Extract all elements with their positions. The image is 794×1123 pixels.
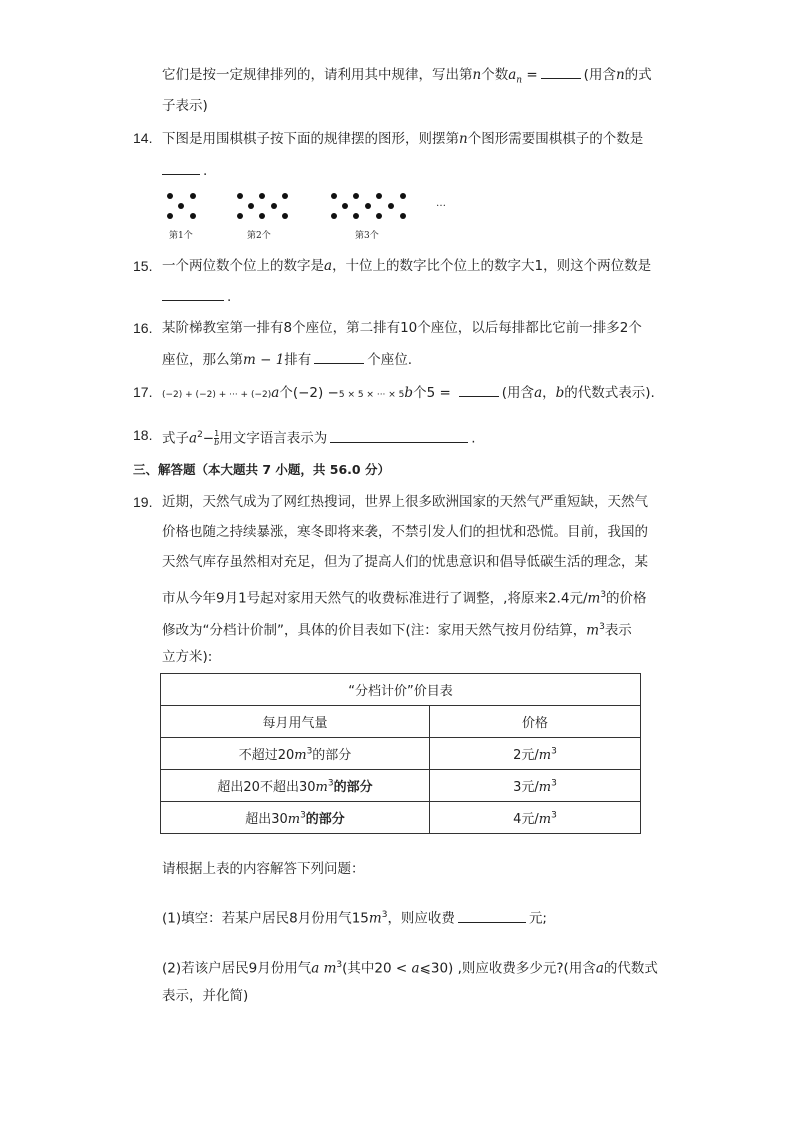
question-number: 14. (133, 130, 153, 146)
table-cell (161, 738, 430, 770)
text: . (227, 289, 232, 305)
text: 元; (528, 910, 547, 927)
text: 2元/ (513, 748, 539, 763)
figure-caption-1: 第1个 (169, 231, 193, 241)
text: 排有 (284, 352, 312, 368)
text: 的部分 (333, 780, 373, 795)
math-var: n (615, 67, 625, 83)
q19-line-6: 立方米): (162, 649, 213, 665)
text: . (203, 163, 208, 179)
price: 2.4元/ (547, 590, 588, 607)
stone-figure-1 (167, 193, 196, 219)
section-heading: 三、解答题（本大题共 7 小题，共 56.0 分） (133, 462, 390, 477)
text: 用文字语言表示为 (219, 430, 328, 447)
q19-line-3: 天然气库存虽然相对充足，但为了提高人们的忧患意识和倡导低碳生活的理念，某 (162, 554, 648, 570)
text: (其中20 < (342, 960, 408, 977)
text: ， (542, 385, 556, 401)
text: 超出30 (245, 812, 288, 827)
math-superscript: 3 (327, 778, 334, 789)
q19-prompt: 请根据上表的内容解答下列问题： (162, 861, 365, 877)
text: (2)若该户居民9月份用气 (162, 960, 312, 977)
answer-blank[interactable] (314, 349, 364, 364)
text: 个 (279, 385, 293, 401)
math-var: m (323, 960, 337, 977)
table-cell (161, 770, 430, 802)
q19-part-2-line-2: 表示，并化简) (162, 988, 249, 1004)
column-header: 价格 (430, 706, 641, 738)
math-var: a (508, 67, 517, 83)
math-superscript: 3 (600, 590, 607, 600)
figure-caption-2: 第2个 (247, 231, 271, 241)
q15-text (162, 256, 651, 276)
text: 超出20不超出30 (217, 780, 316, 795)
math-superscript: 3 (599, 622, 605, 632)
math-var: m (587, 590, 601, 607)
text: 一个两位数个位上的数字是 (162, 258, 324, 274)
math-var: a (534, 385, 543, 401)
math-var: m (538, 748, 552, 763)
text: 3元/ (513, 780, 539, 795)
stone-figure-2 (237, 193, 288, 219)
q19-part-2 (162, 955, 658, 979)
math-var: m (538, 780, 552, 795)
text: 的价格 (606, 590, 647, 607)
math-superscript: 3 (336, 960, 343, 970)
answer-blank[interactable] (330, 428, 468, 443)
question-number: 15. (133, 258, 153, 274)
q14-line-2 (162, 160, 207, 181)
q19-line-1: 近期，天然气成为了网红热搜词，世界上很多欧洲国家的天然气严重短缺，天然气 (162, 494, 648, 510)
figure-caption-3: 第3个 (355, 231, 379, 241)
q19-line-5 (162, 617, 632, 641)
text: 修改为“分档计价制”，具体的价目表如下(注：家用天然气按月份结算， (162, 622, 587, 639)
text: 座位，那么第 (162, 352, 243, 368)
math-var: a (311, 960, 320, 977)
fraction-numerator: 1 (214, 429, 220, 438)
table-cell (430, 770, 641, 802)
math-expr: 5 = (426, 385, 451, 401)
text: (用含 (501, 385, 535, 401)
math-var: a (324, 258, 333, 274)
price-table (160, 673, 641, 834)
intro-line-1 (162, 64, 652, 91)
text: (用含 (583, 67, 616, 83)
table-title: “分档计价”价目表 (161, 674, 641, 706)
column-header: 每月用气量 (161, 706, 430, 738)
text: 个图形需要围棋棋子的个数是 (467, 131, 644, 147)
q16-line-1: 某阶梯教室第一排有8个座位，第二排有10个座位，以后每排都比它前一排多2个 (162, 320, 642, 336)
math-superscript: 3 (306, 746, 313, 757)
fraction-denominator: b (214, 438, 220, 447)
math-expr: m − 1 (243, 352, 285, 368)
text: ，则应收费 (387, 910, 455, 927)
math-var: n (459, 131, 468, 147)
math-minus: − (202, 430, 215, 447)
question-number: 19. (133, 494, 153, 510)
math-superscript: 2 (197, 430, 203, 440)
text: 的部分 (305, 812, 345, 827)
text: (1)填空：若某户居民8月份用气15 (162, 910, 369, 927)
q14-text (162, 129, 643, 149)
table-row (161, 738, 641, 770)
math-expr: (−2) − (292, 385, 339, 401)
text: 式子 (162, 430, 189, 447)
q19-part-1 (162, 905, 547, 929)
q19-line-2: 价格也随之持续暴涨，寒冬即将来袭，不禁引发人们的担忧和恐慌。目前，我国的 (162, 524, 648, 540)
text: 个座位. (367, 352, 413, 368)
math-var: m (368, 910, 382, 927)
math-superscript: 3 (300, 810, 306, 821)
answer-blank[interactable] (162, 286, 224, 301)
text: 的代数式表示). (564, 385, 655, 401)
text: . (471, 430, 476, 447)
q18-text (162, 425, 476, 449)
math-var: m (315, 780, 328, 795)
table-cell (430, 802, 641, 834)
math-var: a (411, 960, 420, 977)
text: 个数 (481, 67, 509, 83)
answer-blank[interactable] (162, 160, 200, 175)
math-var: b (404, 385, 414, 401)
text: ，十位上的数字比个位上的数字大1，则这个两位数是 (332, 258, 652, 274)
text: 的式 (624, 67, 652, 83)
table-row (161, 770, 641, 802)
answer-blank[interactable] (541, 64, 581, 79)
question-number: 17. (133, 384, 153, 400)
math-superscript: 3 (551, 810, 557, 821)
math-superscript: 3 (551, 746, 557, 757)
stone-figure-3 (331, 193, 406, 219)
math-var: m (586, 622, 600, 639)
table-cell (161, 802, 430, 834)
math-var: a (271, 385, 280, 401)
answer-blank[interactable] (459, 382, 499, 397)
math-var: a (189, 430, 198, 447)
q16-line-2 (162, 349, 412, 370)
math-small: (−2) + (−2) + ··· + (−2) (162, 390, 272, 400)
text: 不超过20 (238, 748, 295, 763)
intro-line-2: 子表示) (162, 98, 208, 114)
text: 的部分 (312, 748, 352, 763)
text: ⩽30) ,则应收费多少元?(用含 (419, 960, 596, 977)
math-small: 5 × 5 × ··· × 5 (338, 390, 405, 400)
question-number: 18. (133, 427, 153, 443)
math-subscript: n (516, 75, 523, 86)
q19-line-4 (162, 585, 647, 609)
table-row (161, 802, 641, 834)
math-var: m (294, 748, 307, 763)
ellipsis: … (436, 198, 446, 209)
math-var: b (555, 385, 565, 401)
math-var: n (472, 67, 482, 83)
math-var: a (595, 960, 604, 977)
table-cell (430, 738, 641, 770)
q15-line-2 (162, 286, 231, 307)
text: 表示 (604, 622, 632, 639)
table-header-row (161, 706, 641, 738)
math-var: m (287, 812, 301, 827)
answer-blank[interactable] (458, 908, 526, 923)
table-title-row (161, 674, 641, 706)
text: 下图是用围棋棋子按下面的规律摆的图形，则摆第 (162, 131, 459, 147)
text: 4元/ (513, 812, 539, 827)
math-var: m (538, 812, 552, 827)
math-eq: = (526, 67, 538, 83)
q17-text (162, 382, 655, 405)
text: 它们是按一定规律排列的，请利用其中规律，写出第 (162, 67, 473, 83)
math-superscript: 3 (381, 910, 388, 920)
text: 市从今年9月1号起对家用天然气的收费标准进行了调整，,将原来 (162, 590, 548, 607)
question-number: 16. (133, 320, 153, 336)
text: 个 (413, 385, 427, 401)
math-superscript: 3 (551, 778, 557, 789)
text: 的代数式 (603, 960, 658, 977)
go-stones-figure (160, 186, 460, 226)
